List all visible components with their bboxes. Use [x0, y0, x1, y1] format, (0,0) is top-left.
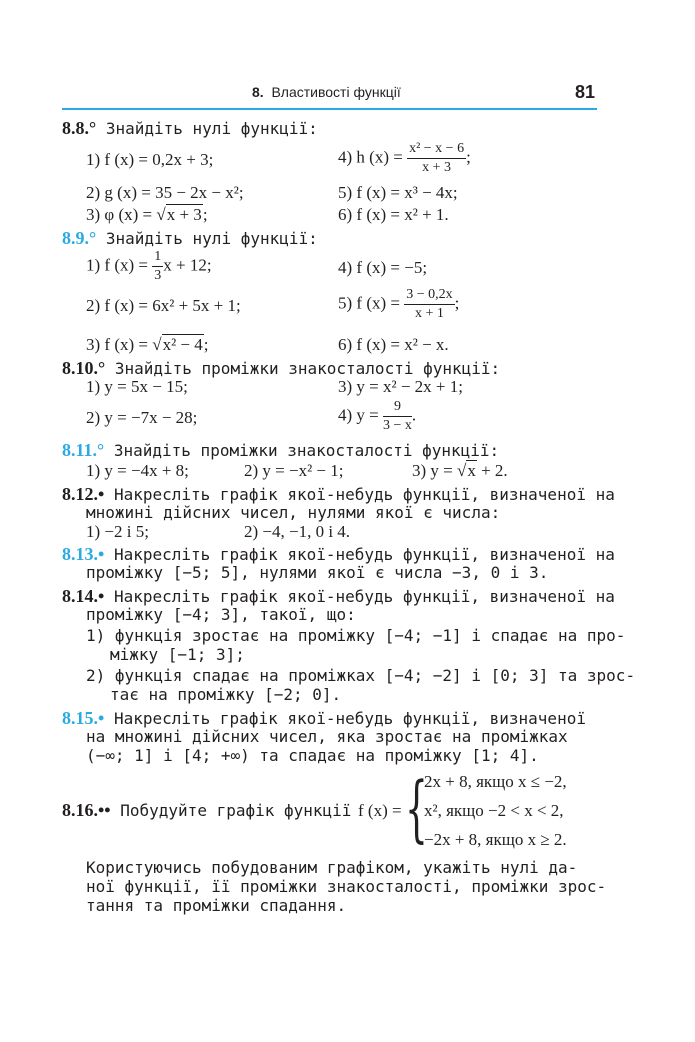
exercise-8-12-line-2: множині дійсних чисел, нулями якої є числа:	[86, 503, 501, 522]
exercise-8-10: 8.10.° Знайдіть проміжки знакосталості функції:	[62, 358, 501, 378]
exercise-8-11-item-1: 1) y = −4x + 8;	[86, 461, 189, 480]
exercise-8-12-item-1: 1) −2 і 5;	[86, 522, 149, 541]
chapter-title: 8. Властивості функції	[252, 84, 401, 100]
exercise-8-9-item-4: 4) f (x) = −5;	[338, 258, 428, 277]
exercise-8-11-item-2: 2) y = −x² − 1;	[244, 461, 344, 480]
exercise-8-15-line-2: на множині дійсних чисел, яка зростає на проміжках	[86, 727, 568, 746]
exercise-8-8: 8.8.° Знайдіть нулі функції:	[62, 118, 318, 138]
exercise-8-9-item-3: 3) f (x) = √x² − 4;	[86, 335, 209, 354]
page-header	[62, 82, 597, 110]
exercise-8-8-item-6: 6) f (x) = x² + 1.	[338, 205, 449, 224]
exercise-8-14-line-2: проміжку [−4; 3], такої, що:	[86, 605, 356, 624]
exercise-8-16-line-1: Користуючись побудованим графіком, укажіть нулі да-	[86, 858, 578, 877]
exercise-8-8-item-1: 1) f (x) = 0,2x + 3;	[86, 150, 214, 169]
exercise-8-14-line-4: міжку [−1; 3];	[110, 645, 245, 664]
exercise-8-14-line-5: 2) функція спадає на проміжках [−4; −2] і [0; 3] та зрос-	[86, 666, 636, 685]
exercise-8-16-line-2: ної функції, її проміжки знакосталості, проміжки зрос-	[86, 877, 607, 896]
exercise-8-11-item-3: 3) y = √x + 2.	[412, 461, 508, 480]
exercise-8-10-item-3: 3) y = x² − 2x + 1;	[338, 377, 463, 396]
page-number: 81	[574, 82, 595, 102]
exercise-8-8-item-4: 4) h (x) = $\frac{\text{x² − x − 6}}{x + 3}$ ;	[338, 141, 471, 175]
exercise-8-14-line-3: 1) функція зростає на проміжку [−4; −1] і спадає на про-	[86, 626, 626, 645]
exercise-8-13-line-2: проміжку [−5; 5], нулями якої є числа −3, 0 і 3.	[86, 563, 549, 582]
exercise-8-14: 8.14.• Накресліть графік якої-небудь функції, визначеної на	[62, 586, 615, 606]
exercise-8-16-case-2: x², якщо −2 < x < 2,	[424, 801, 564, 820]
exercise-8-8-item-5: 5) f (x) = x³ − 4x;	[338, 183, 458, 202]
exercise-8-16-line-3: тання та проміжки спадання.	[86, 896, 347, 915]
exercise-8-12-item-2: 2) −4, −1, 0 і 4.	[244, 522, 351, 541]
exercise-8-9: 8.9.° Знайдіть нулі функції:	[62, 228, 318, 248]
exercise-8-9-item-5: 5) f (x) = $\frac{3 - 0,2x}{x + 1}$ ;	[338, 287, 460, 321]
exercise-8-10-item-2: 2) y = −7x − 28;	[86, 408, 198, 427]
exercise-8-15-line-3: (−∞; 1] і [4; +∞) та спадає на проміжку [1; 4].	[86, 746, 539, 765]
exercise-8-13: 8.13.• Накресліть графік якої-небудь функції, визначеної на	[62, 544, 615, 564]
exercise-8-12: 8.12.• Накресліть графік якої-небудь функції, визначеної на	[62, 484, 615, 504]
exercise-8-16-fx: f (x) =	[358, 801, 402, 820]
exercise-8-9-item-6: 6) f (x) = x² − x.	[338, 335, 449, 354]
exercise-8-16-case-3: −2x + 8, якщо x ≥ 2.	[424, 830, 567, 849]
exercise-8-9-item-1: 1) f (x) = $\frac{1}{3}$ x + 12;	[86, 249, 212, 283]
exercise-8-8-item-3: 3) φ (x) = √x + 3;	[86, 205, 208, 224]
exercise-8-11: 8.11.° Знайдіть проміжки знакосталості функції:	[62, 440, 500, 460]
exercise-8-14-line-6: тає на проміжку [−2; 0].	[110, 685, 342, 704]
exercise-8-16-case-1: 2x + 8, якщо x ≤ −2,	[424, 772, 567, 791]
exercise-8-8-item-2: 2) g (x) = 35 − 2x − x²;	[86, 183, 244, 202]
exercise-8-10-item-4: 4) y = $\frac{9}{3 - x}$ .	[338, 399, 417, 433]
piecewise-brace: {	[405, 766, 428, 850]
exercise-8-9-item-2: 2) f (x) = 6x² + 5x + 1;	[86, 296, 241, 315]
exercise-8-15: 8.15.• Накресліть графік якої-небудь функції, визначеної	[62, 708, 586, 728]
exercise-8-10-item-1: 1) y = 5x − 15;	[86, 377, 188, 396]
exercise-8-16: 8.16.•• Побудуйте графік функції	[62, 800, 352, 820]
